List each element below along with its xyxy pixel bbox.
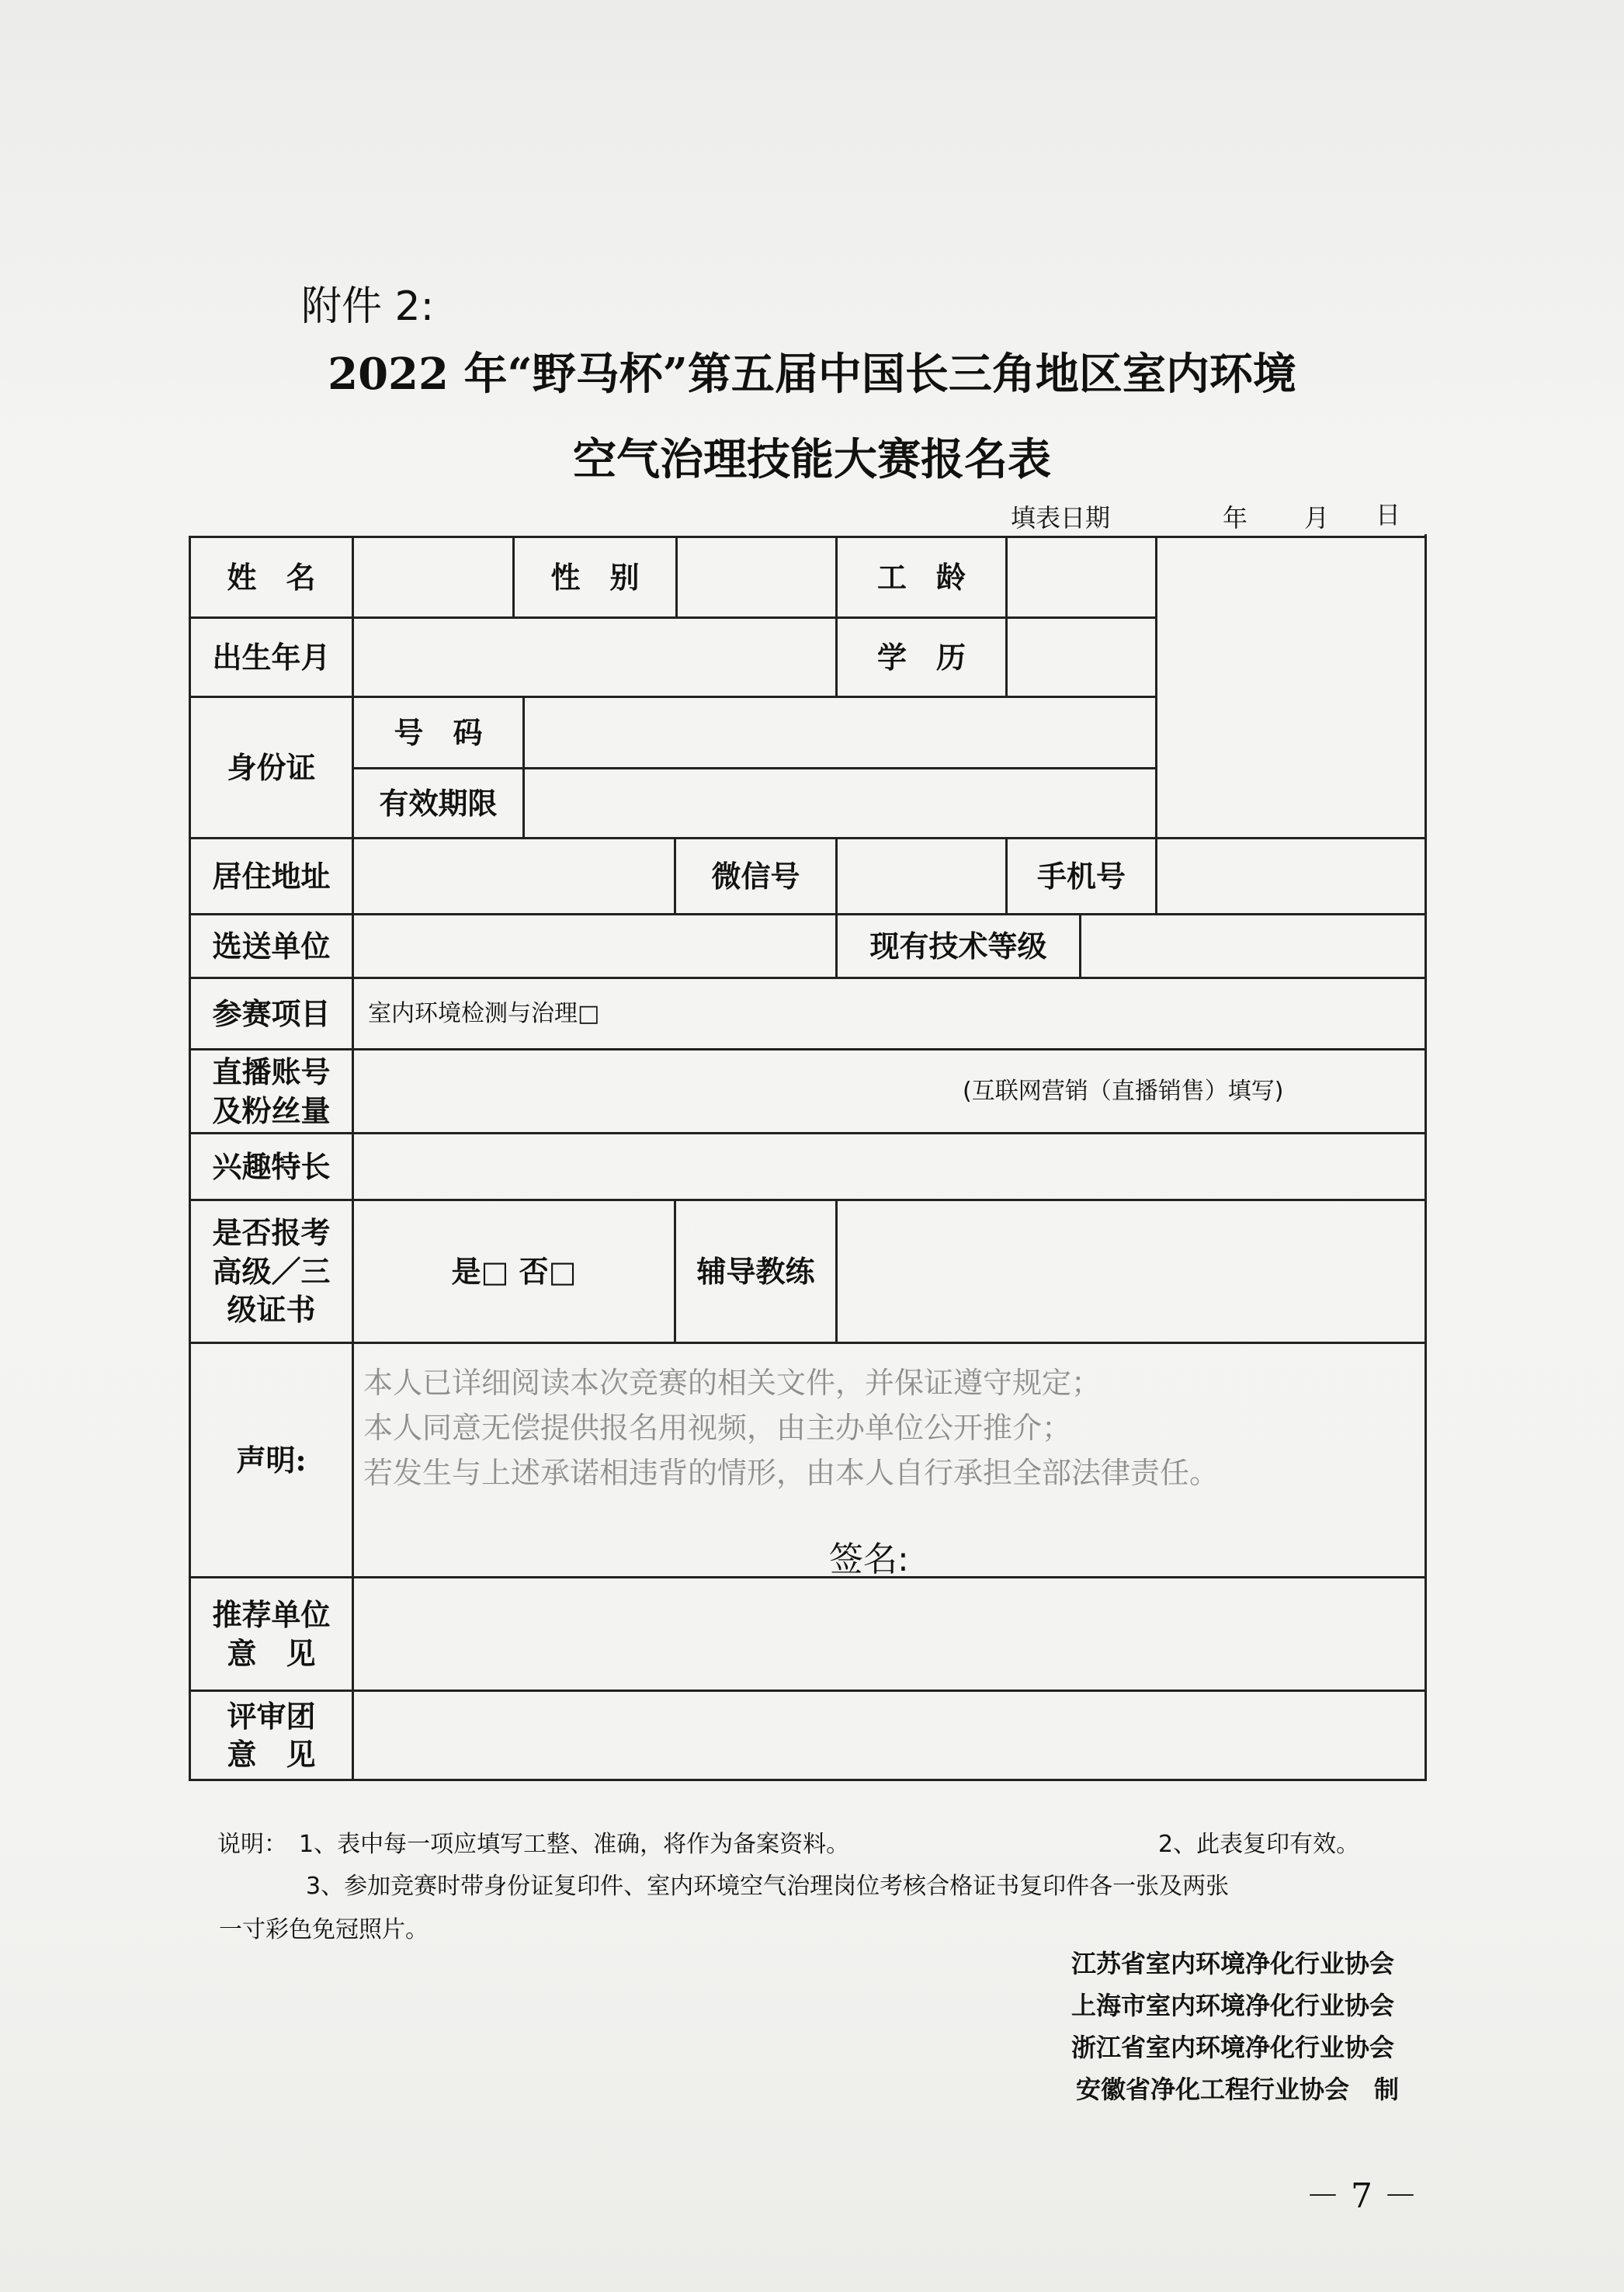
yes-no-checkboxes[interactable]: 是□ 否□ bbox=[451, 1253, 577, 1289]
fill-date-month: 月 bbox=[1304, 503, 1330, 533]
label-address: 居住地址 bbox=[212, 858, 331, 894]
live-account-note: (互联网营销（直播销售）填写) bbox=[963, 1078, 1284, 1105]
row-line bbox=[189, 1576, 1427, 1578]
signature-label: 签名: bbox=[829, 1540, 909, 1579]
form-title-line1: 2022 年“野马杯”第五届中国长三角地区室内环境 bbox=[328, 349, 1296, 400]
label-live-account: 直播账号 及粉丝量 bbox=[212, 1054, 331, 1128]
row-line bbox=[189, 1689, 1427, 1692]
attachment-label: 附件 2: bbox=[301, 283, 435, 330]
photo-col-line bbox=[1155, 536, 1157, 837]
label-unit: 选送单位 bbox=[212, 928, 331, 964]
note-line-2: 3、参加竞赛时带身份证复印件、室内环境空气治理岗位考核合格证书复印件各一张及两张 bbox=[306, 1873, 1230, 1900]
row-line bbox=[189, 1342, 1427, 1344]
label-event: 参赛项目 bbox=[212, 995, 331, 1031]
label-birth-date: 出生年月 bbox=[212, 639, 331, 675]
label-id-validity: 有效期限 bbox=[379, 785, 498, 821]
col-line bbox=[1079, 913, 1081, 977]
row-line bbox=[189, 913, 1427, 915]
organizer-anhui: 安徽省净化工程行业协会 制 bbox=[1075, 2075, 1399, 2104]
label-id-number: 号 码 bbox=[394, 714, 483, 750]
note-line-1: 说明： 1、表中每一项应填写工整、准确，将作为备案资料。 bbox=[217, 1831, 850, 1858]
organizer-zhejiang: 浙江省室内环境净化行业协会 bbox=[1071, 2033, 1394, 2062]
label-recommend-opinion: 推荐单位 意 见 bbox=[212, 1597, 331, 1671]
fill-date-label: 填表日期 bbox=[1011, 503, 1111, 533]
col-line bbox=[1155, 837, 1157, 913]
label-hobby: 兴趣特长 bbox=[212, 1148, 331, 1184]
label-jury-opinion: 评审团 意 见 bbox=[227, 1698, 316, 1772]
label-phone: 手机号 bbox=[1036, 858, 1126, 894]
event-value: 室内环境检测与治理□ bbox=[368, 1000, 600, 1027]
label-work-years: 工 龄 bbox=[876, 559, 966, 595]
col-line bbox=[835, 1199, 838, 1342]
row-line bbox=[189, 1132, 1427, 1134]
label-id-card: 身份证 bbox=[227, 749, 316, 785]
note-line-1b: 2、此表复印有效。 bbox=[1158, 1831, 1360, 1858]
label-name: 姓 名 bbox=[227, 559, 316, 595]
label-coach: 辅导教练 bbox=[696, 1253, 815, 1289]
label-declaration: 声明: bbox=[236, 1442, 307, 1478]
form-title-line2: 空气治理技能大赛报名表 bbox=[573, 434, 1051, 485]
col-line bbox=[522, 696, 525, 837]
organizer-shanghai: 上海市室内环境净化行业协会 bbox=[1071, 1991, 1394, 2020]
col-line bbox=[835, 837, 838, 913]
fill-date-year: 年 bbox=[1223, 503, 1248, 533]
declaration-text: 本人已详细阅读本次竞赛的相关文件，并保证遵守规定； 本人同意无偿提供报名用视频，由主办单位公开推介； 若发生与上述承诺相违背的情形，由本人自行承担全部法律责任。 bbox=[363, 1366, 1220, 1490]
fill-date-day: 日 bbox=[1376, 500, 1401, 530]
row-line bbox=[189, 536, 1427, 538]
label-apply-cert: 是否报考 高级／三 级证书 bbox=[212, 1215, 331, 1328]
label-gender: 性 别 bbox=[550, 559, 640, 595]
label-education: 学 历 bbox=[876, 639, 966, 675]
col-line bbox=[675, 536, 678, 616]
label-wechat: 微信号 bbox=[711, 858, 800, 894]
row-line bbox=[189, 1779, 1427, 1781]
page-number: － 7 － bbox=[1306, 2176, 1418, 2216]
organizer-jiangsu: 江苏省室内环境净化行业协会 bbox=[1071, 1949, 1394, 1978]
note-line-3: 一寸彩色免冠照片。 bbox=[219, 1916, 429, 1943]
col-line bbox=[1005, 536, 1008, 696]
table-border-right bbox=[1424, 534, 1427, 1781]
label-tech-level: 现有技术等级 bbox=[869, 928, 1047, 964]
